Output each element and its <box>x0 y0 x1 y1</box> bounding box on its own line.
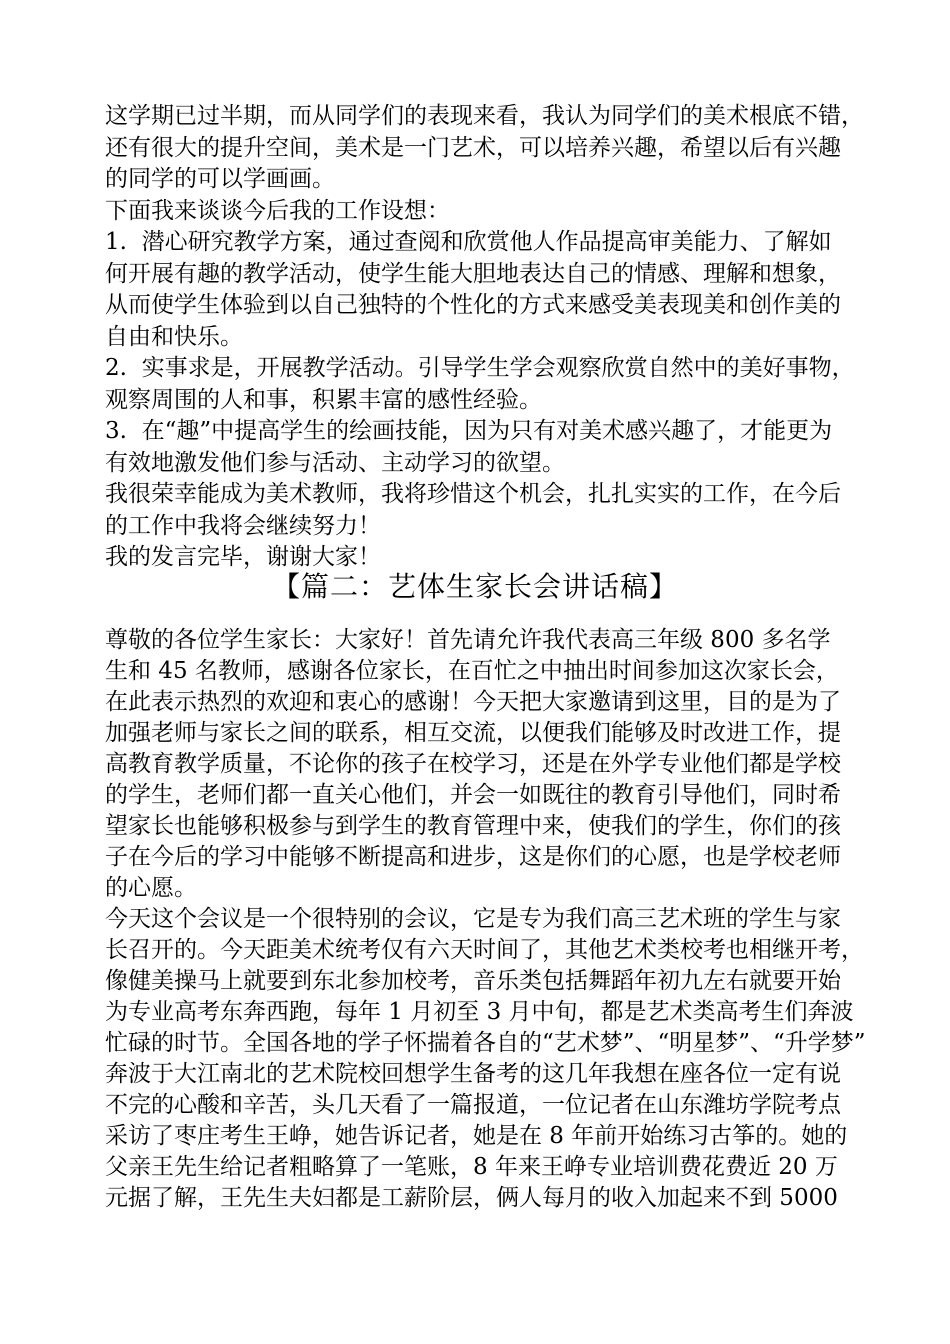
text-line: 何开展有趣的教学活动，使学生能大胆地表达自己的情感、理解和想象， <box>105 260 841 287</box>
text-line: 这学期已过半期，而从同学们的表现来看，我认为同学们的美术根底不错， <box>105 103 864 129</box>
text-line: 观察周围的人和事，积累丰富的感性经验。 <box>105 386 542 413</box>
text-line: 元据了解，王先生夫妇都是工薪阶层，俩人每月的收入加起来不到 5000 <box>105 1185 838 1211</box>
section1-body <box>105 101 865 574</box>
text-line: 奔波于大江南北的艺术院校回想学生备考的这几年我想在座各位一定有说 <box>105 1061 841 1087</box>
text-line: 望家长也能够积极参与到学生的教育管理中来，使我们的学生，你们的孩 <box>105 813 841 839</box>
text-line: 的学生，老师们都一直关心他们，并会一如既往的教育引导他们，同时希 <box>105 782 841 808</box>
section2-body <box>105 625 865 1214</box>
text-line: 的工作中我将会继续努力！ <box>105 512 381 539</box>
text-line: 在此表示热烈的欢迎和衷心的感谢！今天把大家邀请到这里，目的是为了 <box>105 689 841 715</box>
text-line: 长召开的。今天距美术统考仅有六天时间了，其他艺术类校考也相继开考， <box>105 937 864 963</box>
text-line: 高教育教学质量，不论你的孩子在校学习，还是在外学专业他们都是学校 <box>105 751 841 777</box>
text-line: 今天这个会议是一个很特别的会议，它是专为我们高三艺术班的学生与家 <box>105 906 841 932</box>
text-line: 忙碌的时节。全国各地的学子怀揣着各自的“艺术梦”、“明星梦”、“升学梦” <box>105 1030 866 1056</box>
text-line: 生和 45 名教师，感谢各位家长，在百忙之中抽出时间参加这次家长会， <box>105 658 839 684</box>
text-line: 父亲王先生给记者粗略算了一笔账，8 年来王峥专业培训费花费近 20 万 <box>105 1154 838 1180</box>
text-line: 尊敬的各位学生家长：大家好！首先请允许我代表高三年级 800 多名学 <box>105 627 831 653</box>
text-line: 的同学的可以学画画。 <box>105 166 335 192</box>
text-line: 自由和快乐。 <box>105 323 243 350</box>
text-line: 的心愿。 <box>105 875 197 901</box>
text-line: 有效地激发他们参与活动、主动学习的欲望。 <box>105 449 565 476</box>
text-line: 子在今后的学习中能够不断提高和进步，这是你们的心愿，也是学校老师 <box>105 844 841 870</box>
text-line: 加强老师与家长之间的联系，相互交流，以便我们能够及时改进工作，提 <box>105 720 841 746</box>
text-line: 为专业高考东奔西跑，每年 1 月初至 3 月中旬，都是艺术类高考生们奔波 <box>105 999 854 1025</box>
text-line: 像健美操马上就要到东北参加校考，音乐类包括舞蹈年初九左右就要开始 <box>105 968 841 994</box>
text-line: 3. 在“趣”中提高学生的绘画技能，因为只有对美术感兴趣了，才能更为 <box>105 418 833 444</box>
text-line: 不完的心酸和辛苦，头几天看了一篇报道，一位记者在山东潍坊学院考点 <box>105 1092 841 1118</box>
text-line: 1. 潜心研究教学方案，通过查阅和欣赏他人作品提高审美能力、了解如 <box>105 229 832 255</box>
text-line: 采访了枣庄考生王峥，她告诉记者，她是在 8 年前开始练习古筝的。她的 <box>105 1123 848 1149</box>
section-title: 【篇二：艺体生家长会讲话稿】 <box>271 570 678 603</box>
text-line: 还有很大的提升空间，美术是一门艺术，可以培养兴趣，希望以后有兴趣 <box>105 134 841 161</box>
text-line: 下面我来谈谈今后我的工作设想： <box>105 197 450 224</box>
text-line: 从而使学生体验到以自己独特的个性化的方式来感受美表现美和创作美的 <box>105 292 841 318</box>
text-line: 我很荣幸能成为美术教师，我将珍惜这个机会，扎扎实实的工作，在今后 <box>105 481 841 507</box>
text-line: 我的发言完毕，谢谢大家！ <box>105 544 381 570</box>
text-line: 2. 实事求是，开展教学活动。引导学生学会观察欣赏自然中的美好事物， <box>105 355 855 381</box>
